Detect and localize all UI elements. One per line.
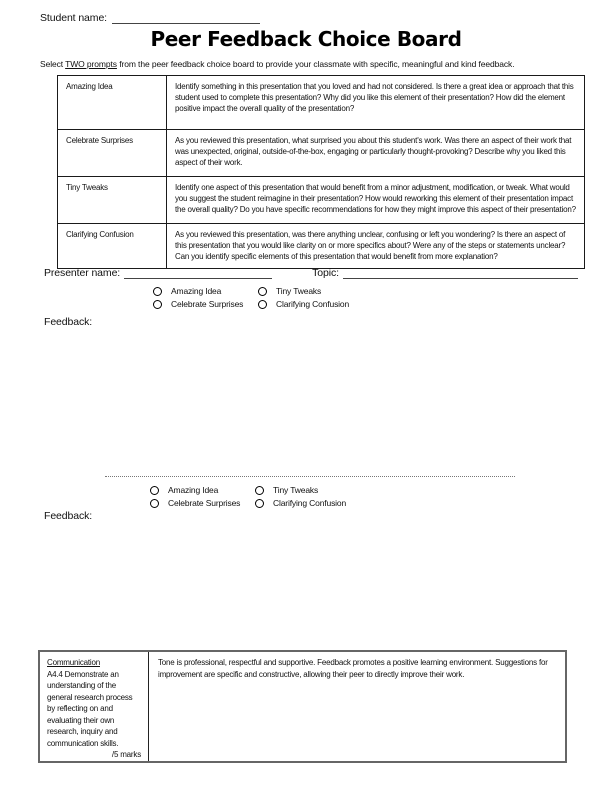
instruction-text — [40, 59, 587, 69]
student-name-row — [40, 12, 300, 24]
prompt-row-amazing-idea — [58, 76, 585, 130]
choice-board-table — [57, 75, 585, 269]
prompt-description-clarifying-confusion: As you reviewed this presentation, was there anything unclear, confusing or left you wondering? Is there an aspect of this presentation that you would like clarity on or more specifics about? Were any of the steps or statements unclear? Can you identify specific elements of this presentation that would benefit from more explanation? — [167, 224, 585, 269]
radio-icon[interactable] — [153, 287, 162, 296]
radio-icon[interactable] — [258, 287, 267, 296]
radio-option-amazing-idea-1[interactable] — [153, 286, 258, 296]
radio-icon[interactable] — [153, 300, 162, 309]
radio-icon[interactable] — [150, 499, 159, 508]
presenter-name-label: Presenter name: — [44, 267, 121, 279]
student-name-label: Student name: — [40, 12, 107, 24]
student-name-line[interactable] — [112, 12, 260, 24]
radio-label: Clarifying Confusion — [276, 299, 350, 309]
rubric-marks: /5 marks — [111, 750, 141, 759]
prompt-label-celebrate-surprises: Celebrate Surprises — [58, 130, 167, 177]
prompt-description-amazing-idea: Identify something in this presentation that you loved and had not considered. Is there a great idea or approach that this student used to complete this presentation? Why did you like this element of their presentation? How did the element positive impact the overall quality of the presentation? — [167, 76, 585, 130]
radio-option-celebrate-surprises-2[interactable] — [150, 498, 255, 508]
radio-option-celebrate-surprises-1[interactable] — [153, 299, 258, 309]
prompt-description-celebrate-surprises: As you reviewed this presentation, what surprised you about this student's work. Was there an aspect of their work that was unexpected, original, outside-of-the-box, engaging or particularly thought-provoking? Describe why you liked this aspect of their work. — [167, 130, 585, 177]
radio-option-tiny-tweaks-1[interactable] — [258, 286, 349, 296]
rubric-category: Communication — [47, 658, 100, 667]
presenter-topic-row — [44, 267, 578, 279]
prompt-row-celebrate-surprises — [58, 130, 585, 177]
radio-label: Amazing Idea — [168, 485, 219, 495]
radio-icon[interactable] — [150, 486, 159, 495]
presenter-name-line[interactable] — [124, 267, 272, 279]
radio-option-tiny-tweaks-2[interactable] — [255, 485, 346, 495]
radio-group-2 — [150, 485, 346, 508]
feedback-label-2: Feedback: — [44, 510, 93, 522]
prompt-label-amazing-idea: Amazing Idea — [58, 76, 167, 130]
instruction-prefix: Select — [40, 59, 66, 69]
radio-label: Celebrate Surprises — [168, 498, 241, 508]
feedback-label-1: Feedback: — [44, 316, 93, 328]
radio-icon[interactable] — [255, 499, 264, 508]
radio-option-clarifying-confusion-2[interactable] — [255, 498, 346, 508]
radio-label: Clarifying Confusion — [273, 498, 347, 508]
radio-label: Amazing Idea — [171, 286, 222, 296]
topic-line[interactable] — [343, 267, 578, 279]
radio-option-amazing-idea-2[interactable] — [150, 485, 255, 495]
radio-option-clarifying-confusion-1[interactable] — [258, 299, 349, 309]
instruction-suffix: from the peer feedback choice board to provide your classmate with specific, meaningful and kind feedback. — [116, 59, 515, 69]
prompt-row-tiny-tweaks — [58, 177, 585, 224]
instruction-two-prompts: TWO prompts — [65, 59, 117, 69]
rubric-expectation: A4.4 Demonstrate an understanding of the general research process by reflecting on and evaluating their own research, inquiry and communication skills. — [47, 669, 133, 748]
feedback-writing-area-2[interactable] — [40, 524, 578, 644]
prompt-row-clarifying-confusion — [58, 224, 585, 269]
page-title: Peer Feedback Choice Board — [150, 27, 462, 51]
prompt-label-clarifying-confusion: Clarifying Confusion — [58, 224, 167, 269]
radio-label: Tiny Tweaks — [276, 286, 322, 296]
rubric-descriptor-cell: Tone is professional, respectful and supportive. Feedback promotes a positive learning environment. Suggestions for improvement are specific and constructive, allowing their peer to directly improve their work. — [158, 658, 548, 679]
feedback-writing-area-1[interactable] — [40, 330, 578, 470]
radio-group-1 — [153, 286, 349, 309]
prompt-label-tiny-tweaks: Tiny Tweaks — [58, 177, 167, 224]
topic-label: Topic: — [312, 267, 339, 279]
radio-icon[interactable] — [255, 486, 264, 495]
rubric-table — [38, 650, 567, 763]
radio-label: Celebrate Surprises — [171, 299, 244, 309]
prompt-description-tiny-tweaks: Identify one aspect of this presentation that would benefit from a minor adjustment, modification, or tweak. What would you suggest the student reimagine in their presentation? How would reworking this element of their presentation impact the overall quality? Do you have specific recommendations for how they might improve this aspect of their presentation? — [167, 177, 585, 224]
section-divider — [105, 476, 515, 477]
radio-label: Tiny Tweaks — [273, 485, 319, 495]
rubric-criteria-cell — [40, 652, 149, 761]
radio-icon[interactable] — [258, 300, 267, 309]
